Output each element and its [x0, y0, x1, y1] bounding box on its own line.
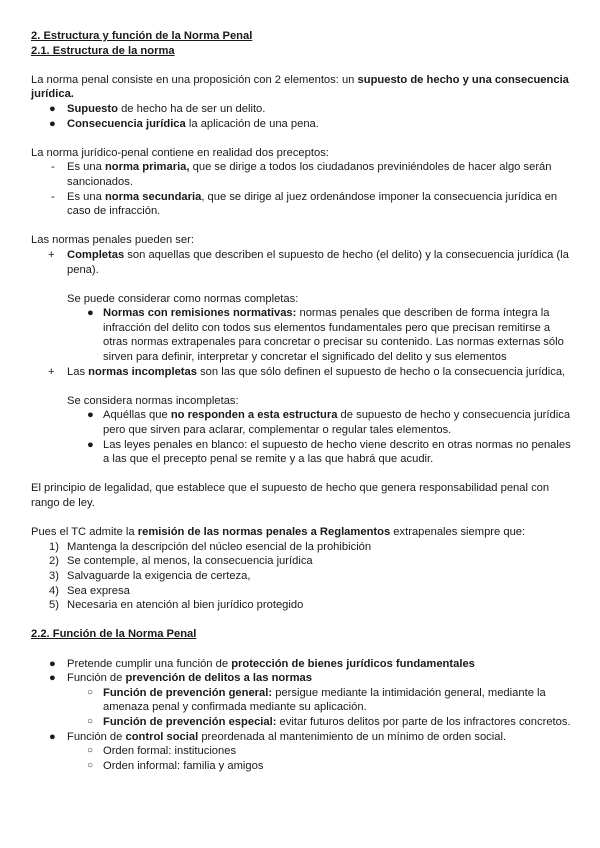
section-heading: 2. Estructura y función de la Norma Penal — [31, 30, 253, 42]
list-item: ● Normas con remisiones normativas: normas penales que describen de forma íntegra la infracción del delito con todos sus elementos fundamentales pero que precisan remitirse a otras normas extrapenales para concretar o precisar su contenido. Las normas externas sólo sirven para definir, interpretar y concretar el significado del delito y sus elementos — [87, 307, 564, 364]
paragraph-intro: La norma penal consiste en una proposición con 2 elementos: un supuesto de hecho y una consecuencia jurídica. — [31, 73, 569, 101]
list-item: ● Función de prevención de delitos a las normas — [49, 672, 312, 685]
list-item: - Es una norma secundaria, que se dirige al juez ordenándose imponer la consecuencia jurídica en caso de infracción. — [51, 190, 558, 218]
paragraph-tc: Pues el TC admite la remisión de las normas penales a Reglamentos extrapenales siempre que: — [31, 526, 526, 539]
paragraph-types: Las normas penales pueden ser: — [31, 234, 194, 247]
list-item: ● Consecuencia jurídica la aplicación de una pena. — [49, 117, 319, 130]
list-item: - Es una norma primaria, que se dirige a todos los ciudadanos previniéndoles de hacer algo serán sancionados. — [51, 161, 552, 188]
list-item: ● Pretende cumplir una función de protección de bienes jurídicos fundamentales — [49, 657, 475, 670]
incomplete-intro: Se considera normas incompletas: — [67, 394, 239, 407]
list-item: ○ Función de prevención especial: evitar futuros delitos por parte de los infractores concretos. — [87, 715, 571, 728]
list-item: ● Función de control social preordenada al mantenimiento de un mínimo de orden social. — [49, 730, 507, 743]
list-item: ● Las leyes penales en blanco: el supuesto de hecho viene descrito en otras normas no penales a las que el precepto penal se remite y a las que habrá que acudir. — [87, 438, 571, 466]
list-item: ○ Orden formal: instituciones — [87, 745, 237, 758]
paragraph-precepts: La norma jurídico-penal contiene en realidad dos preceptos: — [31, 146, 329, 159]
list-item: ○ Orden informal: familia y amigos — [87, 759, 264, 772]
list-item: + Completas son aquellas que describen el supuesto de hecho (el delito) y la consecuencia jurídica (la pena). — [48, 248, 569, 276]
list-item: ● Aquéllas que no responden a esta estructura de supuesto de hecho y consecuencia jurídica pero que sirven para aclarar, complementar o regular tales elementos. — [87, 409, 571, 437]
numbered-item: 3) Salvaguarde la exigencia de certeza, — [49, 569, 251, 582]
list-item: ● Supuesto de hecho ha de ser un delito. — [49, 102, 266, 115]
list-item: + Las normas incompletas son las que sólo definen el supuesto de hecho o la consecuencia jurídica, — [48, 365, 566, 378]
complete-intro: Se puede considerar como normas completas: — [67, 292, 299, 305]
paragraph-legality: El principio de legalidad, que establece que el supuesto de hecho que genera responsabilidad penal con rango de ley. — [31, 482, 550, 509]
numbered-item: 2) Se contemple, al menos, la consecuencia jurídica — [49, 555, 313, 568]
subsection-heading-structure: 2.1. Estructura de la norma — [31, 44, 175, 57]
numbered-item: 1) Mantenga la descripción del núcleo esencial de la prohibición — [49, 540, 372, 553]
list-item: ○ Función de prevención general: persigue mediante la intimidación general, mediante la amenaza penal y confirmada mediante su aplicación. — [87, 686, 546, 714]
document-page — [31, 29, 571, 773]
subsection-heading-function: 2.2. Función de la Norma Penal — [31, 628, 197, 641]
numbered-item: 4) Sea expresa — [49, 584, 130, 597]
numbered-item: 5) Necesaria en atención al bien jurídico protegido — [49, 599, 304, 612]
